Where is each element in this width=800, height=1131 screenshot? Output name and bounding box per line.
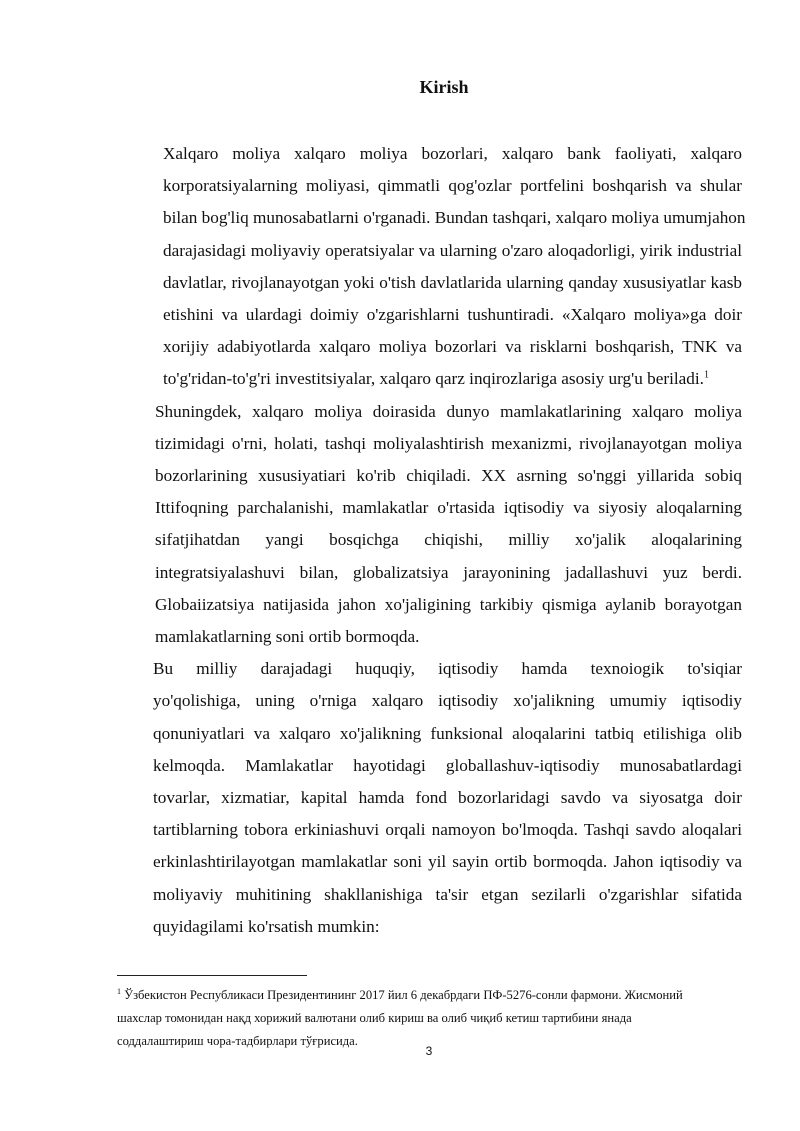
- paragraph-3-line: kelmoqda. Mamlakatlar hayotidagi globallashuv-iqtisodiy munosabatlardagi: [153, 755, 742, 775]
- paragraph-2-line: integratsiyalashuvi bilan, globalizatsiya jarayonining jadallashuvi yuz berdi.: [155, 562, 742, 582]
- paragraph-1-line: bilan bog'liq munosabatlarni o'rganadi. Bundan tashqari, xalqaro moliya umumjahon: [163, 208, 746, 228]
- body-text: [117, 138, 746, 943]
- paragraph-1: [117, 138, 746, 396]
- paragraph-2: [117, 396, 742, 654]
- paragraph-3: [117, 653, 742, 943]
- paragraph-1-line: etishini va ulardagi doimiy o'zgarishlarni tushuntiradi. «Xalqaro moliya»ga doir: [163, 305, 742, 325]
- footnote-separator: [117, 975, 307, 976]
- paragraph-3-line: tartiblarning tobora erkiniashuvi orqali namoyon bo'lmoqda. Tashqi savdo aloqalari: [153, 820, 742, 840]
- paragraph-1-line: xorijiy adabiyotlarda xalqaro moliya bozorlari va risklarni boshqarish, TNK va: [163, 337, 742, 357]
- page-title: Kirish: [419, 77, 469, 97]
- paragraph-3-line: quyidagilami ko'rsatish mumkin:: [153, 916, 380, 936]
- paragraph-3-line: qonuniyatlari va xalqaro xo'jalikning funksional aloqalarini tatbiq etilishiga olib: [153, 723, 742, 743]
- footnote-line-2: шахслар томонидан нақд хорижий валютани олиб кириш ва олиб чиқиб кетиш тартибини янада: [117, 1011, 632, 1025]
- paragraph-2-line: bozorlarining xususiyatiari ko'rib chiqiladi. XX asrning so'nggi yillarida sobiq: [155, 466, 742, 486]
- paragraph-3-line: yo'qolishiga, uning o'rniga xalqaro iqtisodiy xo'jalikning umumiy iqtisodiy: [153, 691, 742, 711]
- paragraph-1-line: korporatsiyalarning moliyasi, qimmatli qog'ozlar portfelini boshqarish va shular: [163, 176, 742, 196]
- footnote-mark: 1: [117, 986, 121, 996]
- page-number: 3: [425, 1044, 433, 1058]
- paragraph-1-line-text: to'g'ridan-to'g'ri investitsiyalar, xalqaro qarz inqirozlariga asosiy urg'u beriladi.: [163, 369, 704, 389]
- footnote-line-3: соддалаштириш чора-тадбирлари тўғрисида.: [117, 1034, 358, 1048]
- paragraph-1-line: davlatlar, rivojlanayotgan yoki o'tish davlatlarida ularning qanday xususiyatlar kasb: [163, 272, 742, 292]
- paragraph-2-line: mamlakatlarning soni ortib bormoqda.: [155, 627, 420, 647]
- paragraph-2-line: Ittifoqning parchalanishi, mamlakatlar o'rtasida iqtisodiy va siyosiy aloqalarning: [155, 498, 742, 518]
- paragraph-1-line: Xalqaro moliya xalqaro moliya bozorlari, xalqaro bank faoliyati, xalqaro: [163, 144, 742, 163]
- paragraph-3-line: Bu milliy darajadagi huquqiy, iqtisodiy hamda texnoiogik to'siqiar: [153, 659, 742, 679]
- paragraph-2-line: tizimidagi o'rni, holati, tashqi moliyalashtirish mexanizmi, rivojlanayotgan moliya: [155, 433, 742, 453]
- paragraph-2-line: sifatjihatdan yangi bosqichga chiqishi, milliy xo'jalik aloqalarining: [155, 530, 742, 550]
- paragraph-3-line: erkinlashtirilayotgan mamlakatlar soni yil sayin ortib bormoqda. Jahon iqtisodiy va: [153, 852, 742, 872]
- paragraph-2-line: Globaiizatsiya natijasida jahon xo'jaligining tarkibiy qismiga aylanib borayotgan: [155, 594, 742, 614]
- footnote-line-1: [117, 984, 742, 1007]
- paragraph-1-line: darajasidagi moliyaviy operatsiyalar va ularning o'zaro aloqadorligi, yirik industrial: [163, 240, 742, 260]
- footnote-reference[interactable]: 1: [703, 369, 709, 381]
- paragraph-3-line: moliyaviy muhitining shakllanishiga ta'sir etgan sezilarli o'zgarishlar sifatida: [153, 884, 742, 904]
- paragraph-2-line: Shuningdek, xalqaro moliya doirasida dunyo mamlakatlarining xalqaro moliya: [155, 401, 742, 421]
- paragraph-1-last-line: [117, 363, 742, 395]
- footnote-text: Ўзбекистон Республикаси Президентининг 2017 йил 6 декабрдаги ПФ-5276-сонли фармони. Жисмоний: [121, 988, 683, 1002]
- paragraph-3-line: tovarlar, xizmatiar, kapital hamda fond bozorlaridagi savdo va siyosatga doir: [153, 788, 742, 808]
